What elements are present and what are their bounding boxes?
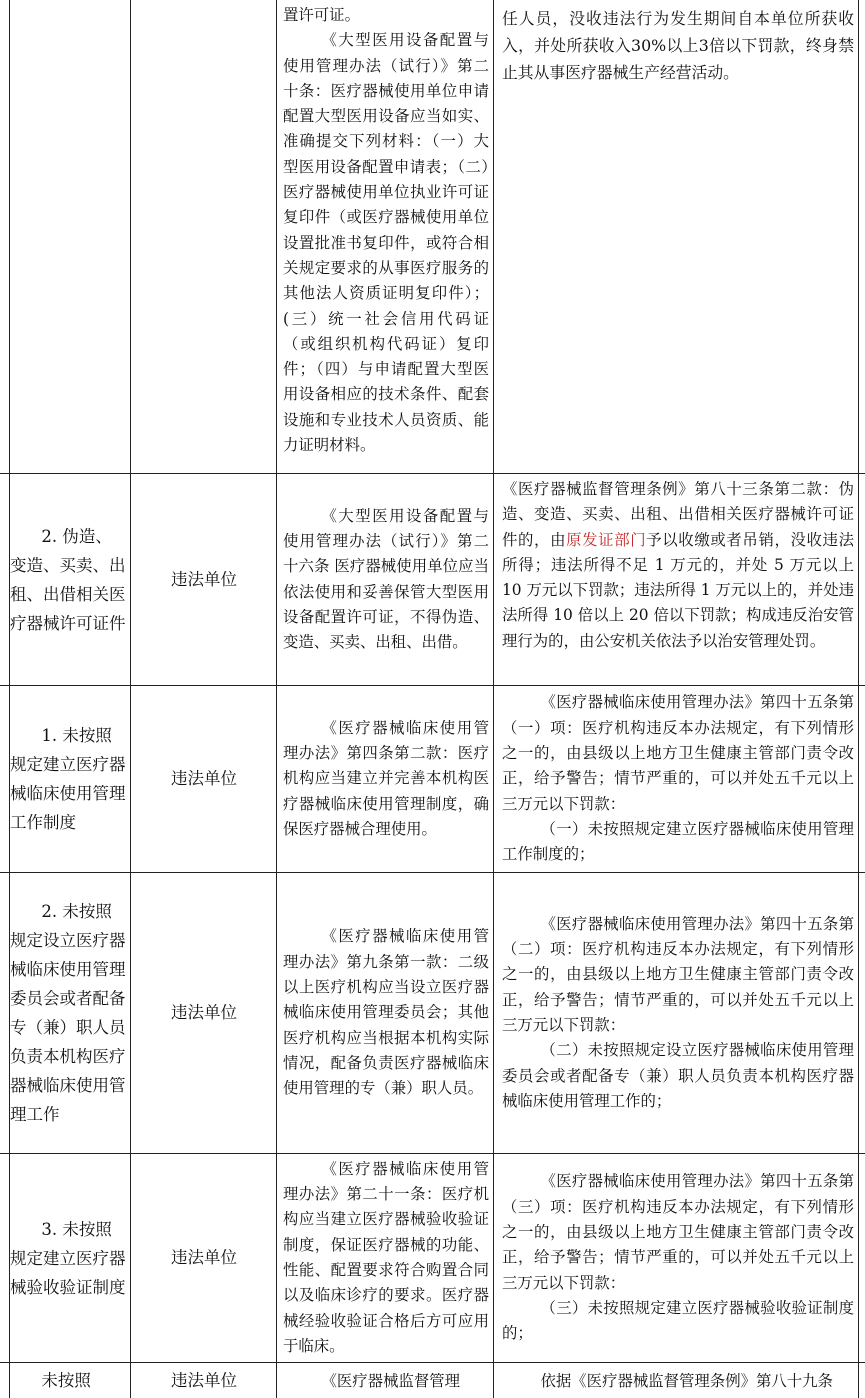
penalty-cell <box>502 477 854 685</box>
law-cell <box>283 1368 489 1398</box>
penalty-cell <box>502 686 854 872</box>
penalty-text: 《医疗器械临床使用管理办法》第四十五条第（三）项：医疗机构违反本办法规定，有下列情形之一的，由县级以上地方卫生健康主管部门责令改正，给予警告；情节严重的，可以并处五千元以上三万元以下罚款： <box>502 1172 854 1292</box>
penalty-text: 《医疗器械临床使用管理办法》第四十五条第（一）项：医疗机构违反本办法规定，有下列情形之一的，由县级以上地方卫生健康主管部门责令改正，给予警告；情节严重的，可以并处五千元以上三万元以下罚款： <box>502 693 854 813</box>
law-text: 《医疗器械临床使用管理办法》第二十一条：医疗机构应当建立医疗器械验收验证制度，保证医疗器械的功能、性能、配置要求符合购置合同以及临床诊疗的要求。医疗器械经验收验证合格后方可应用于临床。 <box>283 1159 489 1355</box>
law-text: 《大型医用设备配置与使用管理办法（试行）》第二十条：医疗器械使用单位申请配置大型医用设备应当如实、准确提交下列材料：（一）大型医用设备配置申请表；（二）医疗器械使用单位执业许可证复印件（或医疗器械使用单位设置批准书复印件，或符合相关规定要求的从事医疗服务的其他法人资质证明复印件）；(三）统一社会信用代码证（或组织机构代码证）复印件；（四）与申请配置大型医用设备相应的技术条件、配套设施和专业技术人员资质、能力证明材料。 <box>283 31 489 455</box>
penalty-text: 《医疗器械临床使用管理办法》第四十五条第（二）项：医疗机构违反本办法规定，有下列情形之一的，由县级以上地方卫生健康主管部门责令改正，给予警告；情节严重的，可以并处五千元以上三万元以下罚款： <box>502 914 854 1034</box>
law-text-continued: 置许可证。 <box>283 6 360 24</box>
law-cell <box>283 3 489 473</box>
penalty-cell <box>502 1368 854 1398</box>
law-cell <box>283 1154 489 1362</box>
penalty-clause: （三）未按照规定建立医疗器械验收验证制度的； <box>502 1298 854 1343</box>
law-cell <box>283 873 489 1153</box>
law-cell <box>283 474 489 685</box>
penalty-cell <box>502 873 854 1153</box>
subject-cell: 违法单位 <box>171 1248 237 1268</box>
subject-cell: 违法单位 <box>171 1003 237 1023</box>
violation-item: 2. 未按照规定设立医疗器械临床使用管理委员会或者配备专（兼）职人员负责本机构医疗器械临床使用管理工作 <box>10 902 126 1124</box>
law-text: 《医疗器械临床使用管理办法》第九条第一款：二级以上医疗机构应当设立医疗器械临床使用管理委员会；其他医疗机构应当根据本机构实际情况，配备负责医疗器械临床使用管理的专（兼）职人员。 <box>283 927 489 1098</box>
violation-item: 3. 未按照规定建立医疗器械验收验证制度 <box>10 1219 126 1297</box>
penalty-clause: （二）未按照规定设立医疗器械临床使用管理委员会或者配备专（兼）职人员负责本机构医疗器械临床使用管理工作的； <box>502 1041 854 1110</box>
subject-cell: 违法单位 <box>171 1371 237 1390</box>
penalty-clause: （一）未按照规定建立医疗器械临床使用管理工作制度的； <box>502 819 854 864</box>
penalty-text: 依据《医疗器械监督管理条例》第八十九条 <box>540 1372 833 1390</box>
penalty-text: 《医疗器械监督管理条例》第八十三条第二款：伪造、变造、买卖、出租、出借相关医疗器械许可证件的，由原发证部门予以收缴或者吊销，没收违法所得；违法所得不足 1 万元的，并处 5 万元以上 10 万元以下罚款；违法所得 1 万元以上的，并处违法所得 10 倍以上 20 倍以下罚款；构成违反治安管理行为的，由公安机关依法予以治安管理处罚。 <box>502 480 854 650</box>
violation-item: 1. 未按照规定建立医疗器械临床使用管理工作制度 <box>10 726 126 832</box>
penalty-text: 任人员，没收违法行为发生期间自本单位所获收入，并处所获收入30%以上3倍以下罚款，终身禁止其从事医疗器械生产经营活动。 <box>502 9 854 82</box>
subject-cell: 违法单位 <box>171 569 237 589</box>
law-cell <box>283 686 489 872</box>
violation-item: 2. 伪造、变造、买卖、出租、出借相关医疗器械许可证件 <box>10 526 126 633</box>
penalty-cell <box>502 1154 854 1362</box>
penalty-cell <box>502 5 854 473</box>
law-text: 《大型医用设备配置与使用管理办法（试行）》第二十六条 医疗器械使用单位应当依法使用和妥善保管大型医用设备配置许可证，不得伪造、变造、买卖、出租、出借。 <box>283 506 489 652</box>
issuing-department-highlight: 原发证部门 <box>566 530 647 549</box>
subject-cell: 违法单位 <box>171 769 237 789</box>
law-text: 《医疗器械监督管理 <box>321 1372 461 1390</box>
violation-item: 未按照 <box>41 1371 91 1390</box>
law-text: 《医疗器械临床使用管理办法》第四条第二款：医疗机构应当建立并完善本机构医疗器械临床使用管理制度，确保医疗器械合理使用。 <box>283 718 489 838</box>
